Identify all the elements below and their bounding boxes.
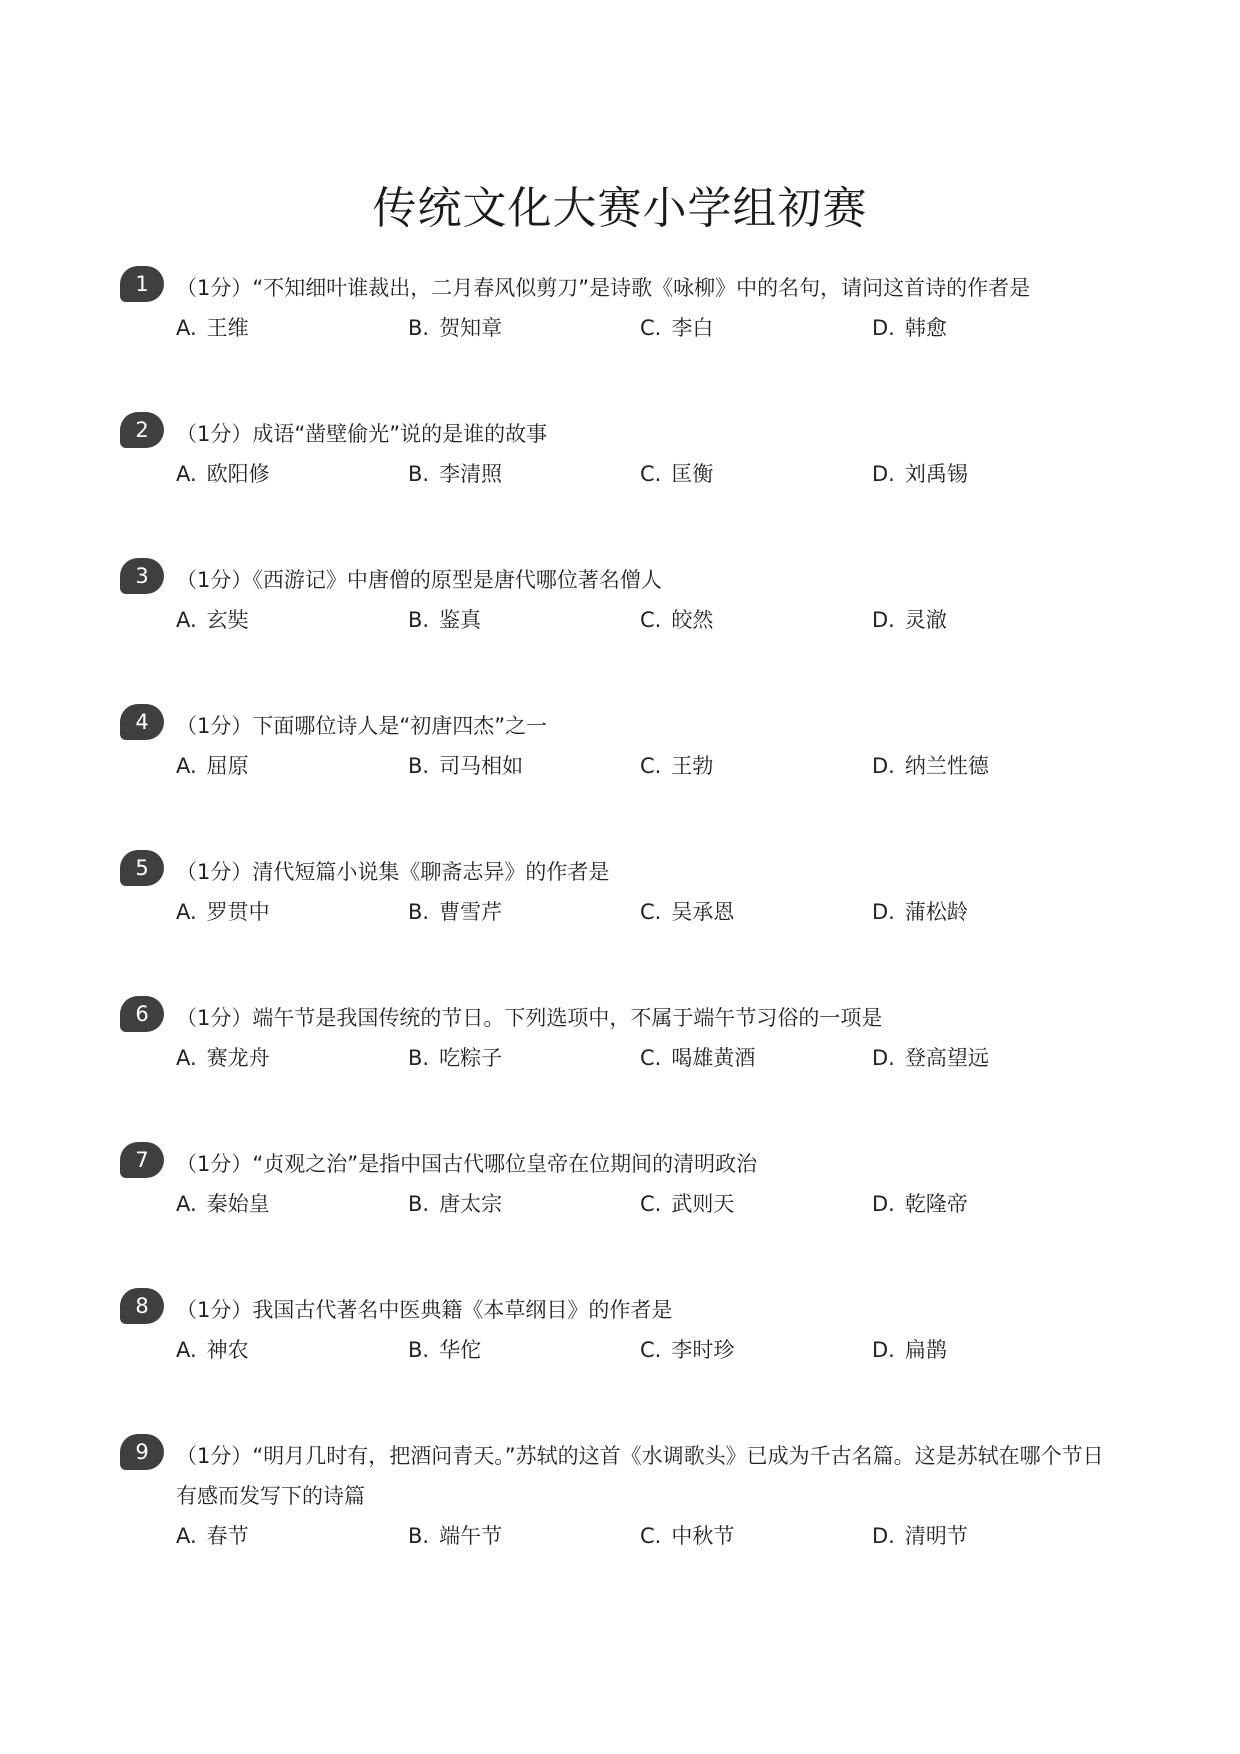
question-text: （1分）“明月几时有，把酒问青天。”苏轼的这首《水调歌头》已成为千古名篇。这是苏轼在哪个节日有感而发写下的诗篇 (176, 1444, 1104, 1508)
question-text: （1分）《西游记》中唐僧的原型是唐代哪位著名僧人 (176, 568, 662, 592)
option-row (176, 454, 1120, 494)
option-b[interactable]: B. 华佗 (408, 1338, 482, 1362)
option-a[interactable]: A. 罗贯中 (176, 900, 270, 924)
question-text: （1分）“不知细叶谁裁出，二月春风似剪刀”是诗歌《咏柳》中的名句，请问这首诗的作者是 (176, 276, 1031, 300)
option-a[interactable]: A. 秦始皇 (176, 1192, 270, 1216)
option-b[interactable]: B. 吃粽子 (408, 1046, 503, 1070)
question-number-badge: 8 (120, 1288, 164, 1324)
option-row (176, 1516, 1120, 1556)
option-d[interactable]: D. 蒲松龄 (872, 900, 968, 924)
option-row (176, 1330, 1120, 1370)
option-a[interactable]: A. 神农 (176, 1338, 249, 1362)
option-a[interactable]: A. 玄奘 (176, 608, 249, 632)
option-c[interactable]: C. 中秋节 (640, 1524, 735, 1548)
page-title: 传统文化大赛小学组初赛 (372, 183, 868, 235)
option-b[interactable]: B. 曹雪芹 (408, 900, 503, 924)
option-c[interactable]: C. 喝雄黄酒 (640, 1046, 756, 1070)
option-b[interactable]: B. 李清照 (408, 462, 503, 486)
option-d[interactable]: D. 乾隆帝 (872, 1192, 968, 1216)
question-text: （1分）下面哪位诗人是“初唐四杰”之一 (176, 714, 548, 738)
option-c[interactable]: C. 李白 (640, 316, 714, 340)
option-b[interactable]: B. 端午节 (408, 1524, 503, 1548)
option-d[interactable]: D. 登高望远 (872, 1046, 989, 1070)
option-c[interactable]: C. 武则天 (640, 1192, 735, 1216)
option-a[interactable]: A. 欧阳修 (176, 462, 270, 486)
question-text: （1分）“贞观之治”是指中国古代哪位皇帝在位期间的清明政治 (176, 1152, 758, 1176)
option-c[interactable]: C. 皎然 (640, 608, 714, 632)
option-d[interactable]: D. 灵澈 (872, 608, 947, 632)
option-d[interactable]: D. 韩愈 (872, 316, 947, 340)
option-c[interactable]: C. 王勃 (640, 754, 714, 778)
option-b[interactable]: B. 司马相如 (408, 754, 524, 778)
option-row (176, 308, 1120, 348)
question-text: （1分）我国古代著名中医典籍《本草纲目》的作者是 (176, 1298, 673, 1322)
question-number-badge: 3 (120, 558, 164, 594)
option-c[interactable]: C. 匡衡 (640, 462, 714, 486)
option-c[interactable]: C. 李时珍 (640, 1338, 735, 1362)
question-text: （1分）清代短篇小说集《聊斋志异》的作者是 (176, 860, 610, 884)
option-row (176, 746, 1120, 786)
option-b[interactable]: B. 鉴真 (408, 608, 482, 632)
option-a[interactable]: A. 春节 (176, 1524, 249, 1548)
question-number-badge: 4 (120, 704, 164, 740)
question-number-badge: 7 (120, 1142, 164, 1178)
option-d[interactable]: D. 扁鹊 (872, 1338, 947, 1362)
question-text: （1分）端午节是我国传统的节日。下列选项中，不属于端午节习俗的一项是 (176, 1006, 883, 1030)
option-b[interactable]: B. 唐太宗 (408, 1192, 503, 1216)
question-number-badge: 1 (120, 266, 164, 302)
question-number-badge: 6 (120, 996, 164, 1032)
option-d[interactable]: D. 清明节 (872, 1524, 968, 1548)
question-text: （1分）成语“凿壁偷光”说的是谁的故事 (176, 422, 548, 446)
option-c[interactable]: C. 吴承恩 (640, 900, 735, 924)
option-a[interactable]: A. 屈原 (176, 754, 249, 778)
question-number-badge: 2 (120, 412, 164, 448)
option-row (176, 1038, 1120, 1078)
option-d[interactable]: D. 刘禹锡 (872, 462, 968, 486)
option-d[interactable]: D. 纳兰性德 (872, 754, 989, 778)
option-row (176, 1184, 1120, 1224)
question-number-badge: 9 (120, 1434, 164, 1470)
question-number-badge: 5 (120, 850, 164, 886)
option-row (176, 600, 1120, 640)
option-a[interactable]: A. 王维 (176, 316, 249, 340)
option-row (176, 892, 1120, 932)
option-a[interactable]: A. 赛龙舟 (176, 1046, 270, 1070)
option-b[interactable]: B. 贺知章 (408, 316, 503, 340)
